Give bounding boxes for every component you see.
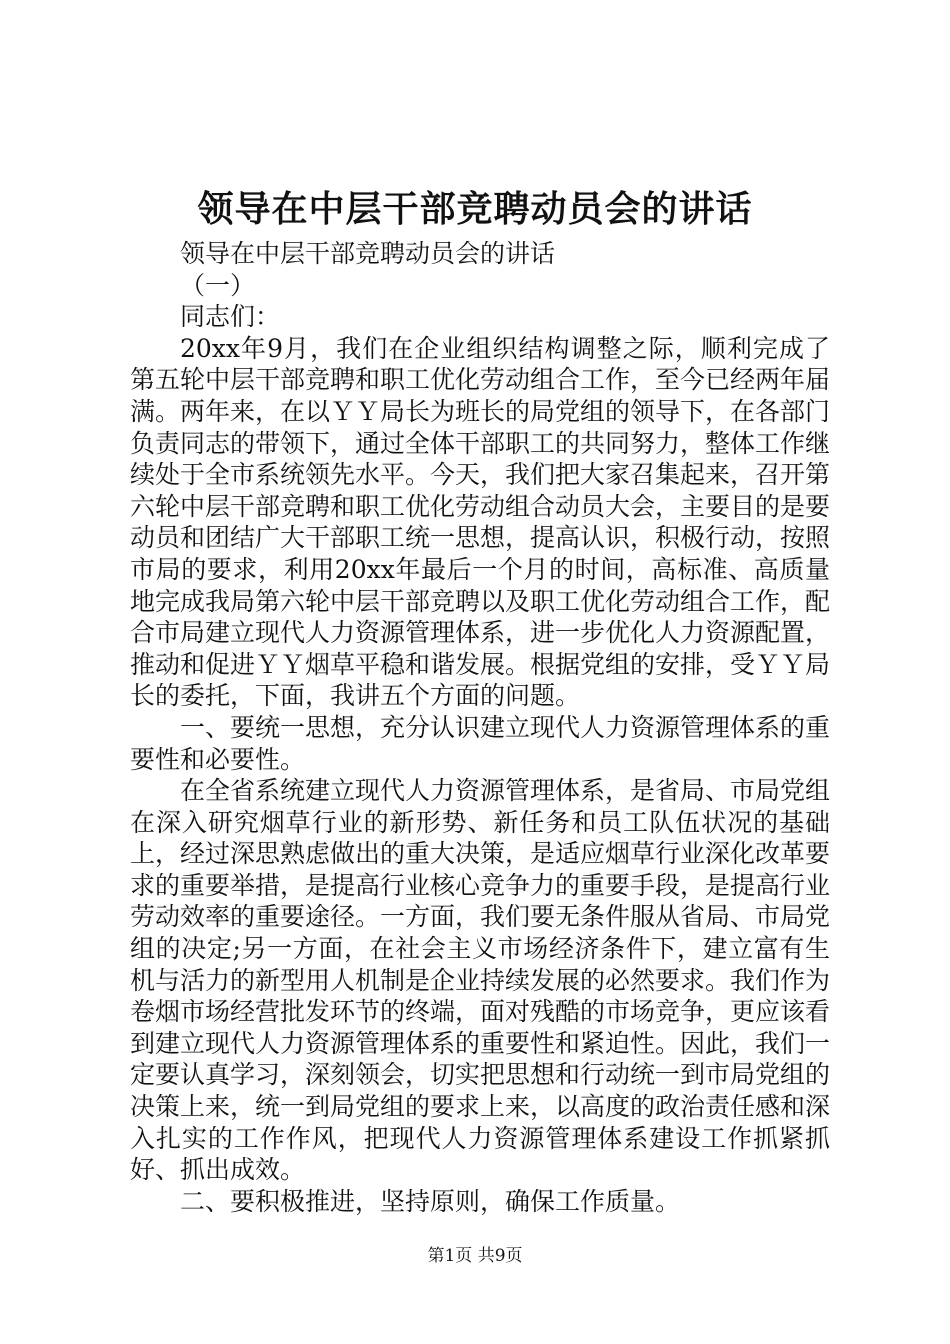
section-heading: 一、要统一思想，充分认识建立现代人力资源管理体系的重要性和必要性。 — [130, 712, 831, 774]
section-marker: （一） — [180, 270, 256, 300]
salutation: 同志们： — [180, 302, 281, 332]
section-heading: 二、要积极推进，坚持原则，确保工作质量。 — [180, 1186, 681, 1216]
document-subtitle: 领导在中层干部竞聘动员会的讲话 — [180, 239, 556, 268]
document-title: 领导在中层干部竞聘动员会的讲话 — [197, 188, 753, 230]
page-number-footer: 第1页 共9页 — [427, 1246, 523, 1266]
body-paragraph: 20xx年9月，我们在企业组织结构调整之际，顺利完成了第五轮中层干部竞聘和职工优化劳动组合工作，至今已经两年届满。两年来，在以ＹＹ局长为班长的局党组的领导下，在各部门负责同志的带领下，通过全体干部职工的共同努力，整体工作继续处于全市系统领先水平。今天，我们把大家召集起来，召开第六轮中层干部竞聘和职工优化劳动组合动员大会，主要目的是要动员和团结广大干部职工统一思想，提高认识，积极行动，按照市局的要求，利用20xx年最后一个月的时间，高标准、高质量地完成我局第六轮中层干部竞聘以及职工优化劳动组合工作，配合市局建立现代人力资源管理体系，进一步优化人力资源配置，推动和促进ＹＹ烟草平稳和谐发展。根据党组的安排，受ＹＹ局长的委托，下面，我讲五个方面的问题。 — [130, 333, 831, 711]
body-paragraph: 在全省系统建立现代人力资源管理体系，是省局、市局党组在深入研究烟草行业的新形势、新任务和员工队伍状况的基础上，经过深思熟虑做出的重大决策，是适应烟草行业深化改革要求的重要举措，是提高行业核心竞争力的重要手段，是提高行业劳动效率的重要途径。一方面，我们要无条件服从省局、市局党组的决定;另一方面，在社会主义市场经济条件下，建立富有生机与活力的新型用人机制是企业持续发展的必然要求。我们作为卷烟市场经营批发环节的终端，面对残酷的市场竞争，更应该看到建立现代人力资源管理体系的重要性和紧迫性。因此，我们一定要认真学习，深刻领会，切实把思想和行动统一到市局党组的决策上来，统一到局党组的要求上来，以高度的政治责任感和深入扎实的工作作风，把现代人力资源管理体系建设工作抓紧抓好、抓出成效。 — [130, 776, 831, 1185]
document-body — [130, 238, 830, 1217]
